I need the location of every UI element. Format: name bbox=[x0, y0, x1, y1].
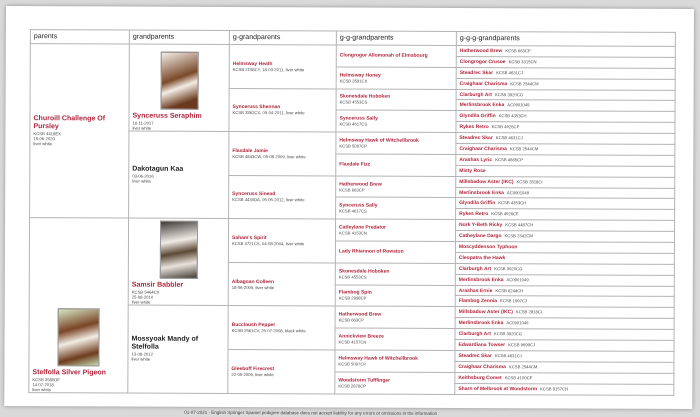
dog-info: KCSB 2544CM bbox=[510, 81, 538, 86]
g-g-grandparent-cell bbox=[335, 372, 455, 394]
g-g-grandparent-cell bbox=[335, 328, 455, 350]
dog-info: liver white bbox=[131, 357, 224, 362]
dog-info: KCSB 663CP bbox=[505, 48, 530, 53]
dog-info: KCSB 8157CH bbox=[540, 386, 568, 391]
dog-name[interactable]: Helmsway Hawk of Witchellbrook bbox=[339, 137, 452, 143]
dog-info: KCSB 4553CS bbox=[340, 100, 453, 105]
dog-info: KCSB 2158CY, 18-03-2011, liver white bbox=[233, 67, 333, 72]
dog-name[interactable]: Cleopatra the Hawk bbox=[459, 255, 505, 261]
g-g-grandparent-cell bbox=[336, 176, 456, 198]
dog-name[interactable]: Stelfolla Silver Pigeon bbox=[32, 369, 124, 377]
dog-info: KCSB 2544CM bbox=[510, 146, 538, 151]
dog-name[interactable]: Merlinsbrook Enka bbox=[459, 277, 504, 283]
pedigree-row bbox=[30, 44, 675, 58]
dog-info: KCSB 5097CP bbox=[339, 143, 452, 148]
dog-name[interactable]: Merlinsbrook Enka bbox=[460, 102, 505, 108]
dog-info: KCSB 3315CN bbox=[509, 59, 537, 64]
dog-info: liver white bbox=[132, 300, 225, 305]
dog-name[interactable]: Flaxdale Fizz bbox=[339, 162, 452, 168]
dog-name[interactable]: Edwardiana Towser bbox=[459, 342, 506, 348]
dog-info: KCSB 663CP bbox=[339, 318, 452, 323]
dog-name[interactable]: Annickview Breeze bbox=[339, 334, 452, 340]
dog-info: liver white bbox=[33, 141, 125, 146]
g-g-grandparent-cell bbox=[335, 285, 455, 307]
dog-name[interactable]: Millsbadow Aster (IKC) bbox=[459, 309, 513, 315]
dog-name[interactable]: Synceruss Seraphim bbox=[133, 113, 226, 121]
dog-name[interactable]: Keithsburg Comet bbox=[458, 375, 501, 381]
dog-info: AC0901049 bbox=[507, 190, 529, 195]
dog-info: KCSB 3362CX, 05-04-2011, liver white bbox=[233, 110, 333, 115]
dog-info: KCSB 4153CN bbox=[339, 231, 452, 236]
dog-name[interactable]: Skonesdale Hoboken bbox=[340, 94, 453, 100]
dog-name[interactable]: Craighaar Charisma bbox=[460, 81, 508, 87]
dog-info: KCSB 9699CJ bbox=[508, 342, 535, 347]
dog-name[interactable]: Hatherwood Brew bbox=[460, 48, 503, 54]
dog-name[interactable]: Mossyoak Mandy of Stelfolla bbox=[131, 336, 224, 352]
dog-info: 22-05-2009, liver white bbox=[231, 372, 331, 377]
g-grandparent-cell bbox=[229, 88, 336, 132]
parent-cell bbox=[30, 44, 130, 219]
dog-name[interactable]: Skonesdale Hoboken bbox=[339, 268, 452, 274]
dog-name[interactable]: Dakotagun Kaa bbox=[132, 166, 225, 174]
dog-info: KCSB 4631CJ bbox=[496, 70, 523, 75]
g-g-grandparent-cell bbox=[336, 67, 456, 89]
dog-info: KCSB 3920CG bbox=[494, 331, 522, 336]
dog-info: AC0901049 bbox=[506, 320, 528, 325]
dog-name[interactable]: Catheylane Dargo bbox=[459, 233, 502, 239]
dog-name[interactable]: Steadrec Skar bbox=[460, 70, 493, 76]
dog-info: KCSB 663CP bbox=[339, 187, 452, 192]
pedigree-sheet bbox=[4, 6, 694, 409]
dog-name[interactable]: Flaxdale Jamie bbox=[232, 148, 332, 154]
dog-info: KCSB 2561CV, 25-07-2008, black white bbox=[232, 328, 332, 333]
dog-name[interactable]: Flambog Zennia bbox=[459, 298, 497, 304]
dog-info: 13-08-2012 bbox=[131, 352, 224, 357]
dog-photo bbox=[57, 308, 99, 366]
dog-info: AC0901049 bbox=[507, 103, 529, 108]
dog-name[interactable]: Samsir Babbler bbox=[132, 282, 225, 290]
dog-name[interactable]: Synceruss Sally bbox=[339, 116, 452, 122]
dog-info: KCSB 4617CS bbox=[339, 122, 452, 127]
dog-info: KCSB 2342CM bbox=[505, 233, 533, 238]
dog-info: KCSB 6244CH bbox=[495, 288, 523, 293]
dog-name[interactable]: Woodstorm Tufflinger bbox=[338, 377, 451, 383]
g-g-grandparent-cell bbox=[336, 197, 456, 219]
dog-name[interactable]: Glyndila Griffin bbox=[460, 113, 496, 119]
dog-name[interactable]: Glyndila Griffin bbox=[459, 200, 495, 206]
g-g-grandparent-cell bbox=[335, 350, 455, 372]
dog-info: liver white bbox=[132, 126, 225, 131]
dog-info: KCSB 4353CH bbox=[498, 201, 526, 206]
grandparent-cell bbox=[128, 305, 228, 393]
parent-cell bbox=[29, 218, 129, 393]
g-grandparent-cell bbox=[229, 132, 336, 176]
dog-name[interactable]: Craighaar Charisma bbox=[458, 364, 506, 370]
grandparent-cell bbox=[128, 218, 228, 306]
dog-info: KCSB 4100CF bbox=[505, 375, 532, 380]
dog-name[interactable]: Synceruss Shennan bbox=[233, 104, 333, 110]
dog-info: KCSB 4631CJ bbox=[495, 353, 522, 358]
dog-name[interactable]: Saham's Spirit bbox=[232, 235, 332, 241]
dog-info: KCSB 4926CF bbox=[492, 124, 519, 129]
dog-info: KCSB 4430DA, 05-05-2012, liver white bbox=[232, 197, 332, 202]
dog-name[interactable]: Rykes Retro bbox=[459, 211, 488, 217]
dog-info: 10-11-2017 bbox=[132, 121, 225, 126]
dog-name[interactable]: Merlinsbrook Enka bbox=[459, 320, 504, 326]
dog-info: KCSB 5097CP bbox=[338, 361, 451, 366]
dog-name[interactable]: Clongrogor Allomonah of Elmsbourg bbox=[340, 53, 453, 59]
dog-photo bbox=[160, 52, 198, 110]
dog-info: 25-08-2010 bbox=[132, 295, 225, 300]
g-grandparent-cell bbox=[229, 44, 336, 88]
dog-info: liver white bbox=[32, 387, 124, 392]
dog-name[interactable]: Sharn of Melbrook at Woodstorm bbox=[458, 386, 537, 392]
g-g-grandparent-cell bbox=[336, 45, 456, 67]
dog-name[interactable]: Hatherwood Brew bbox=[339, 181, 452, 187]
g-g-grandparent-cell bbox=[336, 154, 456, 176]
dog-info: KCSB 5464CX bbox=[132, 290, 225, 295]
dog-name[interactable]: Rykes Retro bbox=[459, 124, 488, 130]
dog-name[interactable]: Arashas Ernie bbox=[459, 288, 493, 294]
dog-name[interactable]: Misty Rose bbox=[459, 168, 485, 174]
dog-name[interactable]: Moscyddenson Typhoon bbox=[459, 244, 518, 250]
g-grandparent-cell bbox=[228, 219, 335, 263]
dog-name[interactable]: Helmsway Hawk of Witchellbrook bbox=[338, 355, 451, 361]
dog-name[interactable]: Gleeboff Firecrest bbox=[231, 366, 331, 372]
dog-info: 14-07-2018 bbox=[32, 382, 124, 387]
g-g-grandparent-cell bbox=[335, 219, 455, 241]
grandparent-cell bbox=[129, 131, 229, 219]
dog-name[interactable]: Millsbadow Aster (IKC) bbox=[459, 179, 513, 185]
dog-name[interactable]: Clongrogor Crusoe bbox=[460, 59, 506, 65]
footer-disclaimer: 01-07-2021 · English Springer Spaniel pedigree database does not accept liability for any errors or omissions in the information bbox=[184, 410, 437, 416]
dog-info: AC0901049 bbox=[507, 277, 529, 282]
dog-info: KCSB 4487CH bbox=[505, 222, 533, 227]
header-g-grandparents: g-grandparents bbox=[229, 30, 336, 44]
dog-info: 18-06-2009, liver white bbox=[232, 285, 332, 290]
dog-info: KCSB 4353CH bbox=[499, 113, 527, 118]
dog-name[interactable]: Craighaar Charisma bbox=[459, 146, 507, 152]
dog-info: KCSB 3721CS, 04-08-2004, liver white bbox=[232, 241, 332, 246]
g-grandparent-cell bbox=[228, 262, 335, 306]
g-g-grandparent-cell bbox=[336, 132, 456, 154]
dog-name[interactable]: Flambog Spin bbox=[339, 290, 452, 296]
dog-info: KCSB 4157CN bbox=[339, 340, 452, 345]
dog-info: KCSB 2818CI bbox=[516, 310, 542, 315]
g-g-grandparent-cell bbox=[335, 306, 455, 328]
g-g-grandparent-cell bbox=[335, 241, 455, 263]
dog-name[interactable]: Albagoan Colleen bbox=[232, 279, 332, 285]
dog-info: 15-06-2020 bbox=[33, 136, 125, 141]
dog-name[interactable]: Clarburgh Art bbox=[459, 331, 491, 337]
dog-info: KCSB 4843CW, 05-08-2009, liver white bbox=[232, 154, 332, 159]
g-g-g-grandparent-cell bbox=[455, 383, 674, 395]
dog-info: KCSB 4617CS bbox=[339, 209, 452, 214]
dog-info: KCSB 2998CP bbox=[339, 296, 452, 301]
header-g-g-grandparents: g-g-grandparents bbox=[336, 31, 456, 46]
dog-info: KCSB 2876CP bbox=[338, 383, 451, 388]
g-grandparent-cell bbox=[229, 175, 336, 219]
dog-name[interactable]: Steadrec Skar bbox=[459, 135, 492, 141]
dog-name[interactable]: Arashas Lyric bbox=[459, 157, 492, 163]
g-g-grandparent-cell bbox=[336, 110, 456, 132]
dog-info: KCSB 4665CP bbox=[495, 157, 523, 162]
dog-name[interactable]: Steadrec Skar bbox=[458, 353, 491, 359]
dog-info: KCSB 3580DF bbox=[32, 377, 124, 382]
dog-name[interactable]: Helmsway Heath bbox=[233, 61, 333, 67]
dog-info: KCSB 3591CX bbox=[340, 78, 453, 83]
dog-name[interactable]: Clarburgh Art bbox=[460, 91, 492, 97]
dog-photo bbox=[159, 221, 197, 279]
header-grandparents: grandparents bbox=[129, 30, 229, 44]
dog-name[interactable]: Hatherwood Brew bbox=[339, 312, 452, 318]
g-g-grandparent-cell bbox=[335, 263, 455, 285]
dog-info: KCSB 2544CM bbox=[509, 364, 537, 369]
g-grandparent-cell bbox=[228, 349, 335, 393]
dog-info: 03-06-2016 bbox=[132, 174, 225, 179]
dog-name[interactable]: Bucclaush Pepper bbox=[232, 322, 332, 328]
g-grandparent-cell bbox=[228, 306, 335, 350]
dog-name[interactable]: Catleylane Predator bbox=[339, 225, 452, 231]
dog-name[interactable]: Churoill Challenge Of Pursley bbox=[33, 115, 125, 131]
g-g-grandparent-cell bbox=[336, 89, 456, 111]
dog-name[interactable]: Synceruss Sally bbox=[339, 203, 452, 209]
header-parents: parents bbox=[30, 30, 129, 44]
pedigree-row bbox=[30, 218, 675, 232]
dog-info: KCSB 3920CG bbox=[494, 266, 522, 271]
dog-name[interactable]: Synceruss Sinead bbox=[232, 191, 332, 197]
dog-name[interactable]: Helmsway Honey bbox=[340, 72, 453, 78]
dog-info: KCSB 3920CG bbox=[495, 92, 523, 97]
dog-name[interactable]: Nork Y-Beth Ricky bbox=[459, 222, 502, 228]
grandparent-cell bbox=[129, 44, 229, 132]
dog-name[interactable]: Clarburgh Art bbox=[459, 266, 491, 272]
dog-info: KCSB 2818CI bbox=[516, 179, 542, 184]
dog-info: KCSB 4418EX bbox=[33, 131, 125, 136]
dog-info: KCSB 4553CS bbox=[339, 274, 452, 279]
dog-name[interactable]: Merlinsbrook Enka bbox=[459, 189, 504, 195]
dog-info: KCSB 1997CJ bbox=[500, 299, 527, 304]
dog-info: liver white bbox=[132, 179, 225, 184]
pedigree-table bbox=[28, 29, 676, 395]
dog-info: KCSB 4926CF bbox=[491, 211, 518, 216]
dog-info: KCSB 4631CJ bbox=[496, 135, 523, 140]
dog-name[interactable]: Lady Rhiannon of Rowston bbox=[339, 249, 452, 255]
header-g-g-g-grandparents: g-g-g-grandparents bbox=[456, 31, 675, 46]
